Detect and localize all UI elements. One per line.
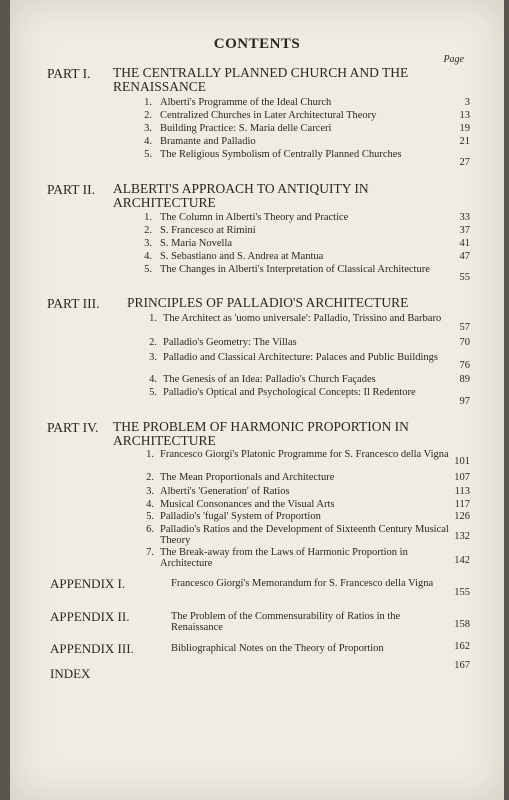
part-title: ALBERTI'S APPROACH TO ANTIQUITY IN ARCHITECTURE [113,181,369,210]
entry-number: 4. [144,251,152,262]
entry-title: Building Practice: S. Maria delle Carceri [160,123,332,134]
entry-number: 2. [144,110,152,121]
entry-page: 142 [454,555,470,566]
entry-title: Centralized Churches in Later Architectural Theory [160,110,377,121]
entry-title: Musical Consonances and the Visual Arts [160,499,335,510]
entry-number: 2. [146,472,154,483]
entry-title: Palladio's 'fugal' System of Proportion [160,511,321,522]
entry-number: 3. [144,238,152,249]
entry-title: Palladio's Ratios and the Development of Sixteenth Century Musical Theory [160,524,449,546]
entry-title: Francesco Giorgi's Platonic Programme for S. Francesco della Vigna [160,449,449,460]
part-label: PART II. [47,182,95,197]
entry-number: 3. [149,352,157,363]
entry-page: 126 [454,511,470,522]
entry-title: S. Francesco at Rimini [160,225,256,236]
entry-number: 5. [149,387,157,398]
entry-title: Palladio's Optical and Psychological Concepts: Il Redentore [163,387,416,398]
entry-page: 37 [459,225,470,236]
entry-title: Alberti's 'Generation' of Ratios [160,486,290,497]
entry-page: 27 [459,157,470,168]
entry-number: 6. [146,524,154,535]
entry-title: The Break-away from the Laws of Harmonic Proportion in Architecture [160,547,408,569]
part-title: THE PROBLEM OF HARMONIC PROPORTION IN ARCHITECTURE [113,419,409,448]
entry-page: 55 [459,272,470,283]
entry-number: 2. [144,225,152,236]
entry-number: 1. [146,449,154,460]
entry-page: 13 [459,110,470,121]
entry-page: 47 [459,251,470,262]
entry-number: 1. [144,97,152,108]
entry-number: 3. [144,123,152,134]
page-title: CONTENTS [213,36,301,52]
entry-number: 1. [149,313,157,324]
entry-title: S. Maria Novella [160,238,233,249]
entry-number: 1. [144,212,152,223]
entry-page: 132 [454,531,470,542]
entry-page: 70 [459,337,470,348]
entry-number: 4. [146,499,154,510]
appendix-page: 155 [454,587,470,598]
entry-title: The Changes in Alberti's Interpretation of Classical Architecture [160,264,430,275]
entry-number: 5. [144,149,152,160]
entry-number: 7. [146,547,154,558]
entry-title: Alberti's Programme of the Ideal Church [160,97,332,108]
entry-number: 3. [146,486,154,497]
appendix-title: Francesco Giorgi's Memorandum for S. Francesco della Vigna [171,578,434,589]
entry-page: 76 [459,360,470,371]
appendix-title: Bibliographical Notes on the Theory of Proportion [171,643,384,654]
entry-page: 101 [454,456,470,467]
part-title: PRINCIPLES OF PALLADIO'S ARCHITECTURE [127,295,409,310]
entry-number: 2. [149,337,157,348]
entry-page: 19 [459,123,470,134]
appendix-label: APPENDIX III. [50,641,134,656]
entry-number: 4. [144,136,152,147]
entry-page: 21 [459,136,470,147]
entry-title: The Genesis of an Idea: Palladio's Church Façades [163,374,376,385]
entry-page: 41 [459,238,470,249]
entry-number: 5. [146,511,154,522]
entry-title: S. Sebastiano and S. Andrea at Mantua [160,251,324,262]
book-page [10,0,504,800]
entry-number: 4. [149,374,157,385]
page-column-header: Page [443,54,464,65]
entry-title: Palladio's Geometry: The Villas [163,337,297,348]
appendix-title: The Problem of the Commensurability of Ratios in the Renaissance [171,611,401,633]
entry-title: The Architect as 'uomo universale': Palladio, Trissino and Barbaro [163,313,442,324]
entry-page: 97 [459,396,470,407]
entry-title: The Mean Proportionals and Architecture [160,472,335,483]
entry-page: 57 [459,322,470,333]
entry-title: The Column in Alberti's Theory and Practice [160,212,349,223]
entry-page: 33 [459,212,470,223]
entry-page: 107 [454,472,470,483]
appendix-page: 158 [454,619,470,630]
entry-page: 113 [454,486,470,497]
part-label: PART III. [47,296,100,311]
entry-number: 5. [144,264,152,275]
appendix-page: 162 [454,641,470,652]
appendix-label: APPENDIX I. [50,576,126,591]
entry-title: The Religious Symbolism of Centrally Planned Churches [160,149,402,160]
entry-page: 3 [464,97,470,108]
entry-page: 117 [454,499,470,510]
index-label: INDEX [50,666,91,681]
part-label: PART I. [47,66,91,81]
part-title: THE CENTRALLY PLANNED CHURCH AND THE RENAISSANCE [113,65,409,94]
entry-title: Bramante and Palladio [160,136,256,147]
index-page: 167 [454,660,470,671]
appendix-label: APPENDIX II. [50,609,130,624]
entry-title: Palladio and Classical Architecture: Palaces and Public Buildings [163,352,438,363]
part-label: PART IV. [47,420,99,435]
entry-page: 89 [459,374,470,385]
